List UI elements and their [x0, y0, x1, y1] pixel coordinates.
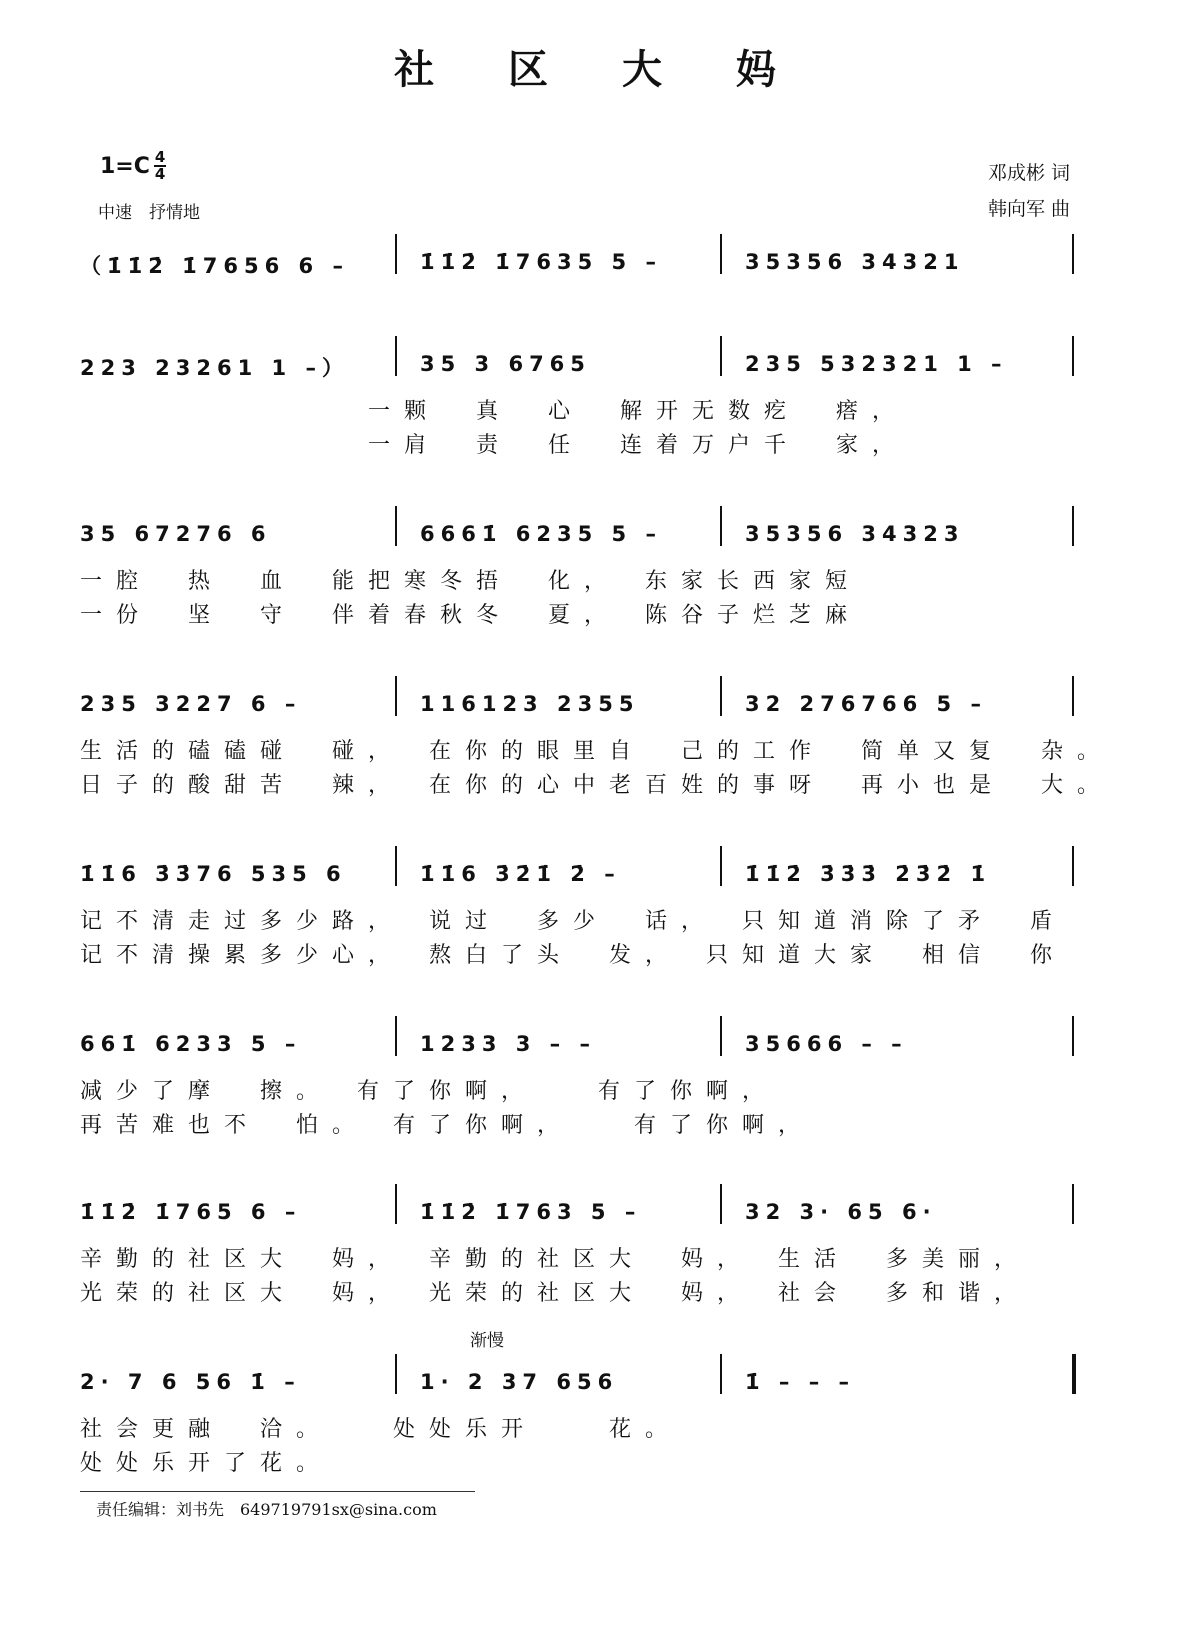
measure-notes: 32 3· 65 6· — [745, 1200, 937, 1224]
lyrics-verse-2: 记不清操累多少心， 熬白了头 发， 只知道大家 相信 你 — [80, 943, 1067, 968]
bar-line — [1072, 336, 1074, 376]
measure-notes: 1̇1̇6 3̇3̇76 535 6 — [80, 862, 347, 886]
measure-notes: 661̇ 6233 5 – — [80, 1032, 302, 1056]
bar-line — [395, 234, 397, 274]
footer-editor: 责任编辑：刘书先 649719791sx@sina.com — [96, 1500, 437, 1519]
measure-notes: （1̇1̇2̇ 1̇7656 6 – — [80, 254, 349, 278]
time-bottom: 4 — [154, 165, 166, 183]
bar-line — [395, 1016, 397, 1056]
bar-line — [720, 1184, 722, 1224]
bar-line — [720, 1016, 722, 1056]
bar-line — [720, 234, 722, 274]
measure-notes: 235 3227 6 – — [80, 692, 302, 716]
key-label: 1=C — [100, 153, 150, 179]
measure-notes: 1̇1̇2̇ 1̇763 5 – — [420, 1200, 642, 1224]
bar-line — [395, 1354, 397, 1394]
measure-notes: 35356 34323 — [745, 522, 965, 546]
measure-notes: 1· 2 37 656 — [420, 1370, 619, 1394]
lyrics-verse-2: 光荣的社区大 妈， 光荣的社区大 妈， 社会 多和谐， — [80, 1281, 1031, 1306]
footer-divider — [80, 1491, 475, 1492]
measure-notes: 1̇ – – – — [745, 1370, 856, 1394]
lyrics-verse-2: 一份 坚 守 伴着春秋冬 夏， 陈谷子烂芝麻 — [80, 603, 862, 628]
measure-notes: 223 23261 1 –） — [80, 356, 349, 380]
measure-notes: 6661̇ 6235 5 – — [420, 522, 662, 546]
bar-line — [1072, 1016, 1074, 1056]
time-top: 4 — [154, 148, 166, 166]
measure-notes: 35356 34321 — [745, 250, 965, 274]
lyrics-verse-2: 一肩 责 任 连着万户千 家， — [80, 433, 909, 458]
gradual-slow-marking: 渐慢 — [470, 1331, 504, 1351]
measure-notes: 2· 7 6 56 1̇ – — [80, 1370, 301, 1394]
measure-notes: 35666 – – — [745, 1032, 908, 1056]
time-signature — [154, 150, 166, 182]
bar-line — [720, 1354, 722, 1394]
bar-line — [720, 336, 722, 376]
lyrics-verse-1: 一颗 真 心 解开无数疙 瘩， — [80, 399, 909, 424]
lyrics-verse-1: 生活的磕磕碰 碰， 在你的眼里自 己的工作 简单又复 杂。 — [80, 739, 1114, 764]
measure-notes: 1̇1̇2̇ 1̇7635 5 – — [420, 250, 662, 274]
bar-line — [720, 676, 722, 716]
measure-notes: 1̇1̇2̇ 3̇3̇3̇ 2̇3̇2̇ 1̇ — [745, 862, 992, 886]
measure-notes: 1̇1̇6 3̇2̇1̇ 2̇ – — [420, 862, 621, 886]
bar-line — [1072, 506, 1074, 546]
tempo-marking: 中速 抒情地 — [98, 203, 200, 223]
bar-line — [1072, 1354, 1076, 1394]
measure-notes: 32 276766 5 – — [745, 692, 987, 716]
lyrics-verse-1: 减少了摩 擦。 有了你啊， 有了你啊， — [80, 1079, 779, 1104]
lyrics-verse-2: 处处乐开了花。 — [80, 1451, 333, 1476]
lyrics-verse-1: 辛勤的社区大 妈， 辛勤的社区大 妈， 生活 多美丽， — [80, 1247, 1031, 1272]
lyrics-verse-2: 日子的酸甜苦 辣， 在你的心中老百姓的事呀 再小也是 大。 — [80, 773, 1114, 798]
bar-line — [395, 846, 397, 886]
bar-line — [395, 506, 397, 546]
key-signature — [100, 150, 166, 182]
lyrics-verse-2: 再苦难也不 怕。 有了你啊， 有了你啊， — [80, 1113, 815, 1138]
measure-notes: 35 67276 6 — [80, 522, 272, 546]
song-title: 社 区 大 妈 — [394, 46, 806, 93]
bar-line — [1072, 1184, 1074, 1224]
bar-line — [395, 336, 397, 376]
measure-notes: 235 532321 1 – — [745, 352, 1008, 376]
measure-notes: 35 3 6765 — [420, 352, 591, 376]
measure-notes: 1̇1̇2̇ 1̇765 6 – — [80, 1200, 302, 1224]
bar-line — [1072, 676, 1074, 716]
bar-line — [720, 846, 722, 886]
lyrics-verse-1: 记不清走过多少路， 说过 多少 话， 只知道消除了矛 盾 — [80, 909, 1067, 934]
bar-line — [395, 1184, 397, 1224]
bar-line — [1072, 846, 1074, 886]
lyrics-verse-1: 社会更融 洽。 处处乐开 花。 — [80, 1417, 682, 1442]
bar-line — [1072, 234, 1074, 274]
measure-notes: 116123 2355 — [420, 692, 640, 716]
lyricist-credit: 邓成彬 词 — [987, 162, 1070, 184]
bar-line — [720, 506, 722, 546]
composer-credit: 韩向军 曲 — [987, 198, 1070, 220]
lyrics-verse-1: 一腔 热 血 能把寒冬捂 化， 东家长西家短 — [80, 569, 862, 594]
bar-line — [395, 676, 397, 716]
measure-notes: 1233 3 – – — [420, 1032, 596, 1056]
